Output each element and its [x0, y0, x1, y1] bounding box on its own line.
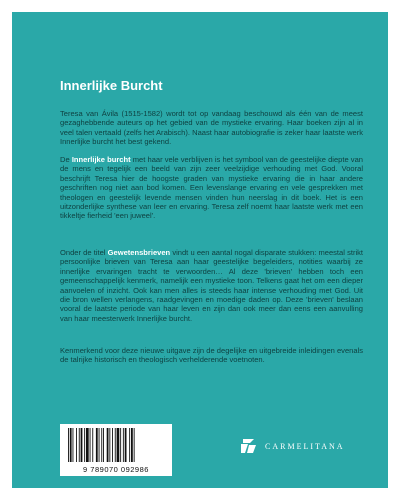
highlighted-title: Gewetensbrieven [107, 248, 171, 257]
book-title: Innerlijke Burcht [60, 78, 163, 93]
paragraph-text: met haar vele verblijven is het symbool van de geestelijke diepte van de mens en tegelijk een beeld van zijn zeer veelzijdige verhouding met God. Vooral beschrijft Teresa hier de hoogste graden van mystieke ervaring die in haar andere geschriften nog niet aan bod komen. Een levenslange ervaring en vele gesprekken met theologen en geestelijk levende mensen vinden hun neerslag in dit boek. Het is een uitzonderlijke synthese van leer en ervaring. Teresa zelf noemt haar laatste werk met een tikkeltje fierheid 'een juweel'. [60, 155, 363, 221]
blurb-paragraph-4 [60, 346, 363, 365]
paragraph-text: Kenmerkend voor deze nieuwe uitgave zijn de degelijke en uitgebreide inleidingen evenals de talrijke historisch en theologisch verhelderende voetnoten. [60, 346, 363, 365]
paragraph-text: De [60, 155, 72, 164]
blurb-paragraph-1 [60, 109, 363, 147]
paragraph-text: vindt u een aantal nogal disparate stukken: meestal strikt persoonlijke brieven van Teresa aan haar geestelijke begeleiders, notities waarbij ze innerlijke ervaringen tracht te verwoorden… Al deze 'brieven' hebben toch een gemeenschappelijk kenmerk, namelijk een mystieke toon. Telkens gaat het om een dieper aanvoelen of inzicht. Ook kan men alles is steeds haar intense verhouding met God. Uit die bron wellen verlangens, raadgevingen en moedige daden op. Deze 'brieven' beslaan vooral de laatste periode van haar leven en zijn dan ook meer dan eens een aanvulling van haar meesterwerk Innerlijke burcht. [60, 248, 364, 323]
publisher-name: CARMELITANA [265, 441, 345, 451]
isbn-number: 9 789070 092986 [83, 465, 149, 474]
publisher-logo [239, 437, 345, 455]
highlighted-title: Innerlijke burcht [71, 155, 131, 164]
barcode-graphic [66, 428, 166, 462]
carmelitana-logo-icon [239, 437, 259, 455]
book-back-cover [12, 12, 388, 488]
isbn-barcode [60, 424, 172, 476]
paragraph-text: Onder de titel [60, 248, 108, 257]
paragraph-text: Teresa van Ávila (1515-1582) wordt tot op vandaag beschouwd als één van de meest gezaghebbende auteurs op het gebied van de mystieke ervaring. Haar boeken zijn al in veel talen vertaald (zelfs het Arabisch). Naast haar autobiografie is zeker haar laatste werk Innerlijke burcht het best gekend. [60, 109, 363, 147]
blurb-paragraph-3 [60, 248, 363, 323]
blurb-paragraph-2 [60, 155, 363, 221]
